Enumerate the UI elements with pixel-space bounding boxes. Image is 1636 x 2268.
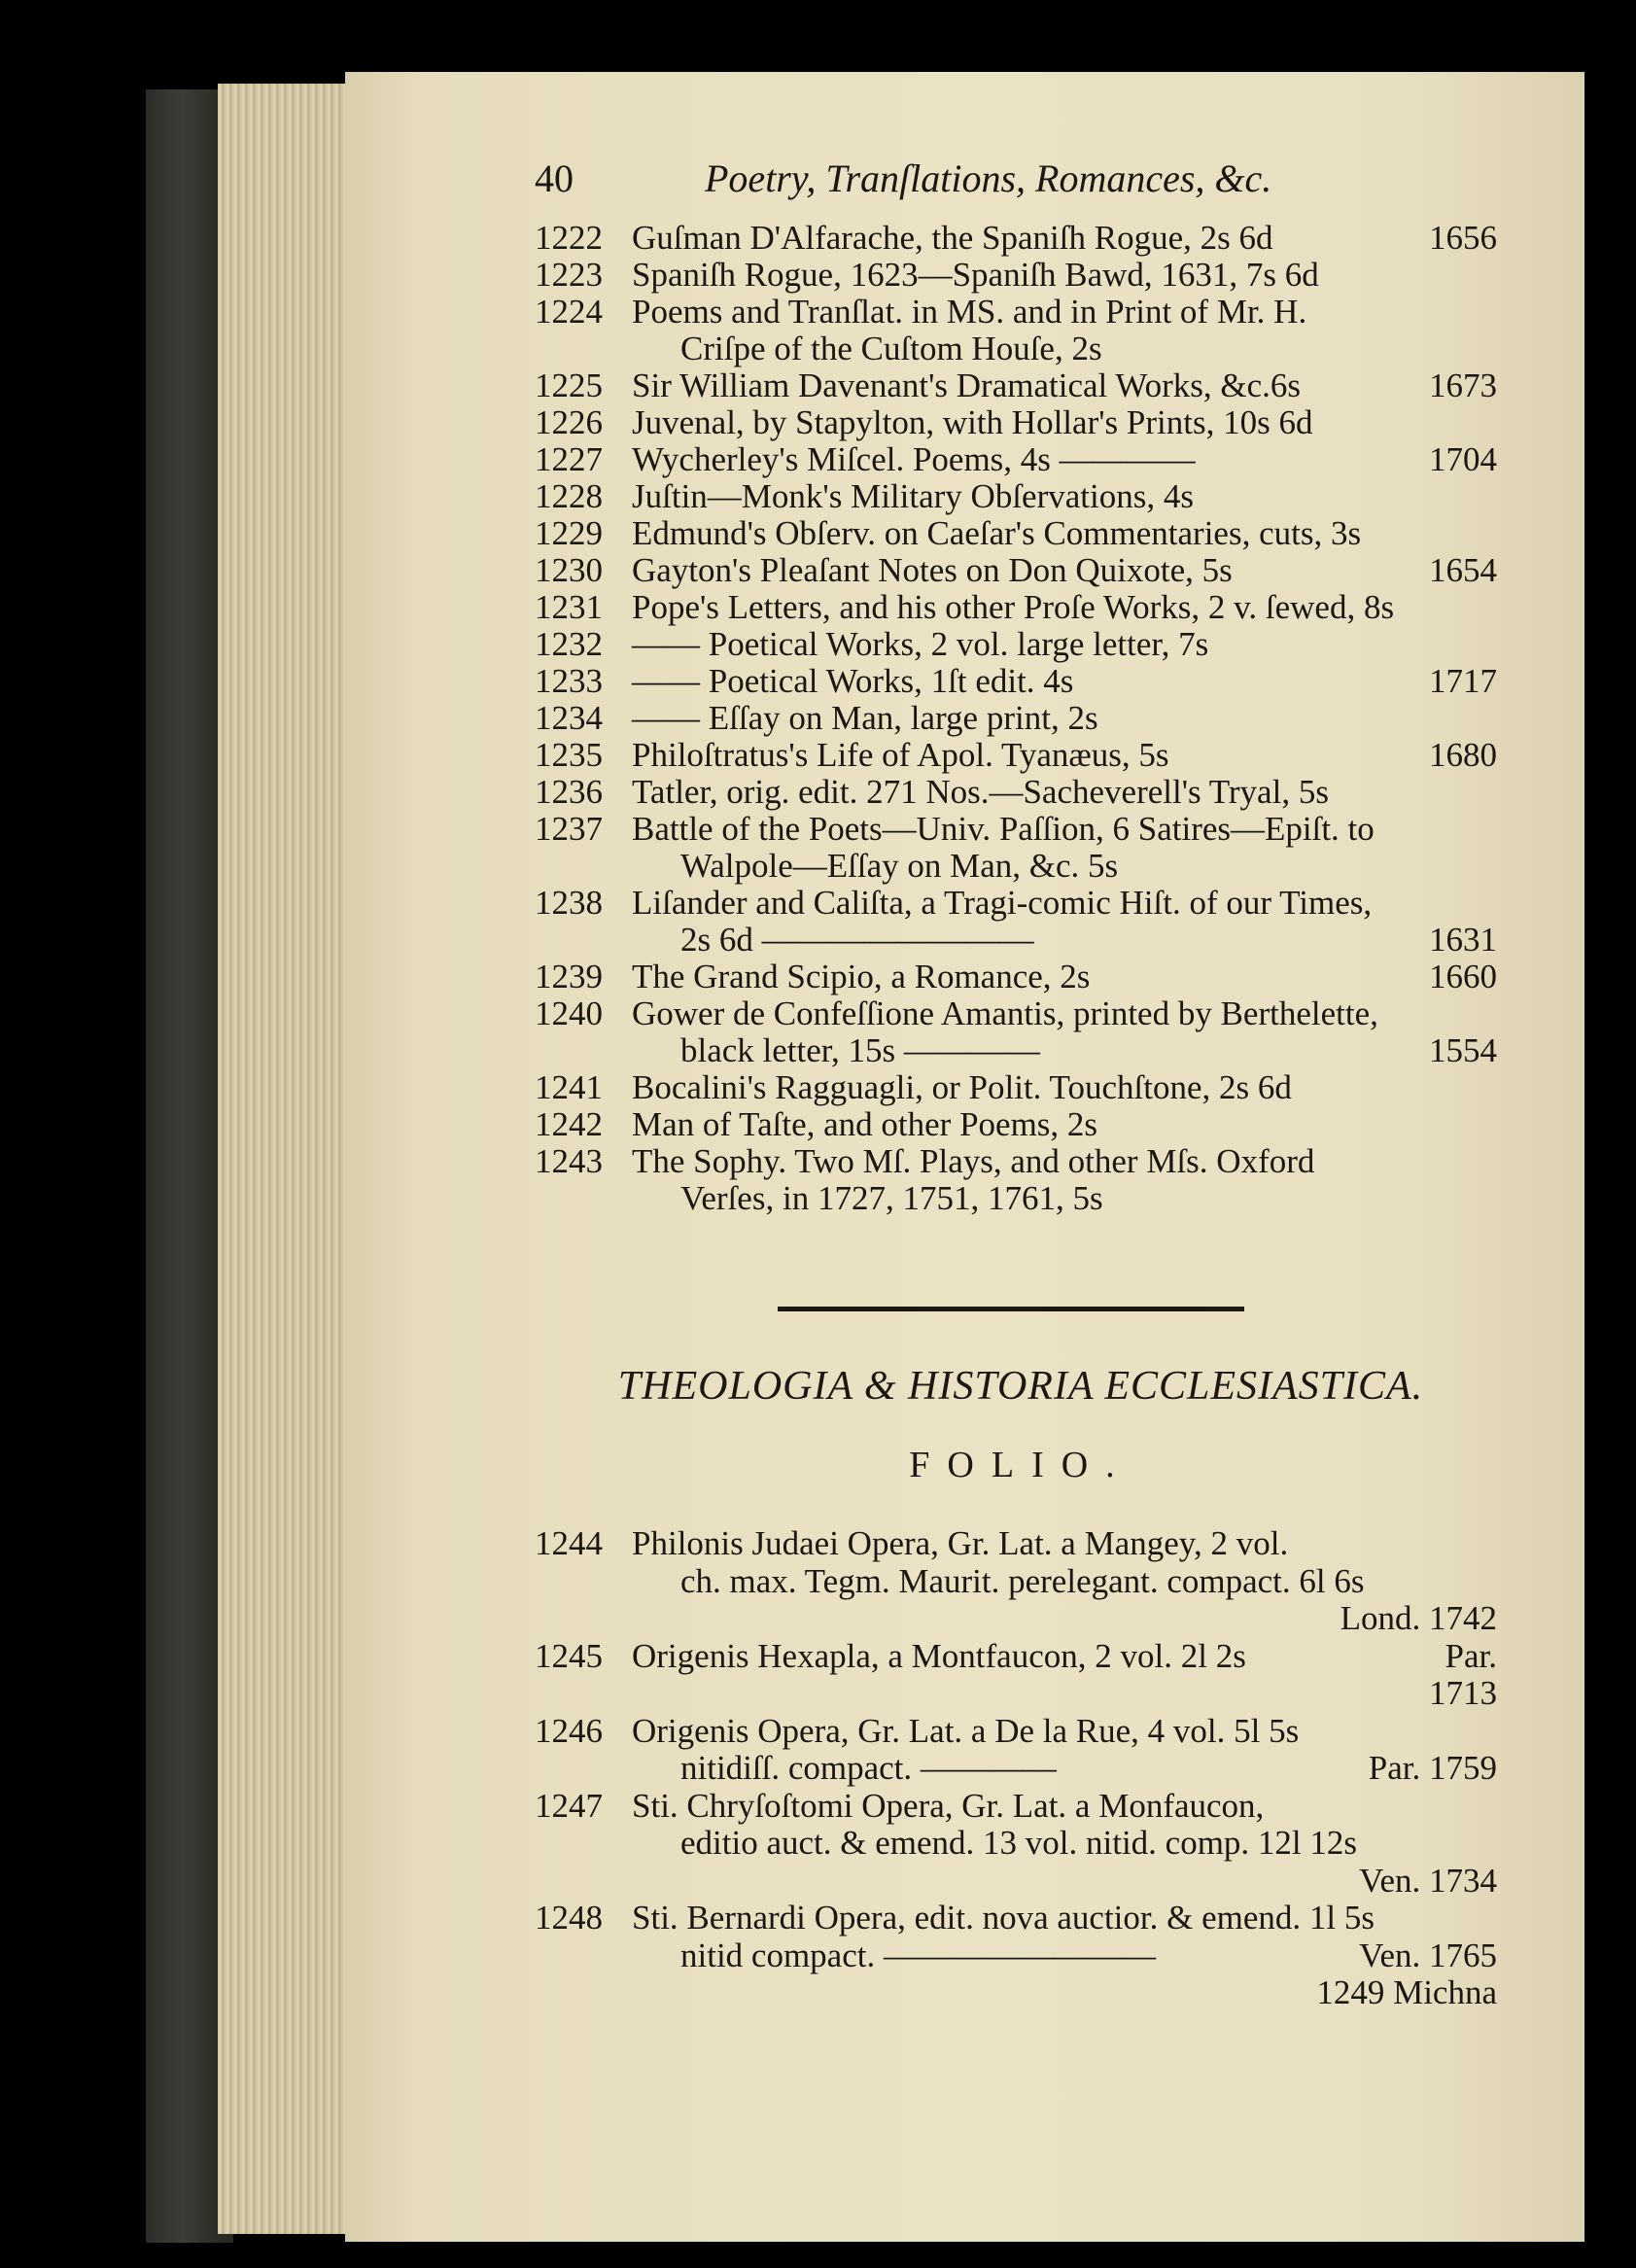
entry-year: 1660 xyxy=(1429,958,1497,995)
entry-line xyxy=(535,366,1497,403)
entry-number: 1233 xyxy=(535,662,603,700)
entry-line xyxy=(535,1712,1497,1749)
entry-text: Edmund's Obſerv. on Caeſar's Commentaries, cuts, 3s xyxy=(632,514,1362,552)
entry-line xyxy=(535,1937,1497,1973)
entry-text: Origenis Hexapla, a Montfaucon, 2 vol. 2l 2s xyxy=(632,1636,1246,1675)
entry-text: Sti. Chryſoſtomi Opera, Gr. Lat. a Monfaucon, xyxy=(632,1786,1265,1825)
entry-line xyxy=(535,1674,1497,1711)
entry-text: Tatler, orig. edit. 271 Nos.—Sacheverell's Tryal, 5s xyxy=(632,773,1329,811)
entry-year: Par. 1759 xyxy=(1368,1749,1497,1787)
entry-text: Pope's Letters, and his other Proſe Works, 2 v. ſewed, 8s xyxy=(632,588,1395,626)
entry-year: Ven. 1734 xyxy=(1359,1861,1497,1900)
entry-text: Spaniſh Rogue, 1623—Spaniſh Bawd, 1631, 7s 6d xyxy=(632,256,1319,294)
entry-line xyxy=(535,477,1497,514)
running-title: Poetry, Tranſlations, Romances, &c. xyxy=(705,157,1272,200)
entry-text: Man of Taſte, and other Poems, 2s xyxy=(632,1105,1098,1143)
entry-number: 1229 xyxy=(535,514,603,552)
entry-number: 1248 xyxy=(535,1899,603,1937)
entry-line xyxy=(535,1824,1497,1861)
entry-text: Juvenal, by Stapylton, with Hollar's Prints, 10s 6d xyxy=(632,403,1313,441)
entry-text: —— Poetical Works, 2 vol. large letter, 7s xyxy=(632,625,1209,663)
entry-line xyxy=(535,699,1497,736)
entry-line xyxy=(535,330,1497,366)
entry-line xyxy=(535,403,1497,440)
entry-line xyxy=(535,514,1497,551)
running-header xyxy=(535,156,1507,202)
entry-text: Bocalini's Ragguagli, or Polit. Touchſtone, 2s 6d xyxy=(632,1068,1292,1106)
entry-text: Criſpe of the Cuſtom Houſe, 2s xyxy=(680,330,1102,367)
entry-number: 1245 xyxy=(535,1636,603,1675)
entry-text: Guſman D'Alfarache, the Spaniſh Rogue, 2s 6d xyxy=(632,219,1273,257)
entry-line xyxy=(535,440,1497,477)
entry-number: 1225 xyxy=(535,366,603,404)
entry-line xyxy=(535,1862,1497,1899)
entry-line xyxy=(535,736,1497,773)
entry-line xyxy=(535,1599,1497,1636)
entry-line xyxy=(535,551,1497,588)
entry-line xyxy=(535,1179,1497,1216)
entry-line xyxy=(535,1637,1497,1674)
entry-number: 1223 xyxy=(535,256,603,294)
entry-text: nitidiſſ. compact. ———— xyxy=(680,1749,1057,1787)
entry-text: Origenis Opera, Gr. Lat. a De la Rue, 4 vol. 5l 5s xyxy=(632,1711,1300,1750)
entry-text: Philonis Judaei Opera, Gr. Lat. a Mangey, 2 vol. xyxy=(632,1524,1289,1562)
entry-number: 1235 xyxy=(535,736,603,774)
facing-page-edge xyxy=(1584,78,1636,2241)
catchword-row xyxy=(535,1973,1497,2010)
catchword: 1249 Michna xyxy=(1316,1973,1497,2011)
entry-text: Wycherley's Miſcel. Poems, 4s ———— xyxy=(632,440,1196,478)
entry-number: 1231 xyxy=(535,588,603,626)
entry-number: 1238 xyxy=(535,884,603,922)
entry-line xyxy=(535,1068,1497,1105)
entry-text: Gower de Confeſſione Amantis, printed by Berthelette, xyxy=(632,994,1378,1032)
entry-line xyxy=(535,219,1497,256)
entry-text: 2s 6d ———————— xyxy=(680,921,1034,959)
entry-year: 1717 xyxy=(1429,662,1497,700)
entry-text: editio auct. & emend. 13 vol. nitid. comp. 12l 12s xyxy=(680,1824,1358,1862)
entry-text: Verſes, in 1727, 1751, 1761, 5s xyxy=(680,1179,1103,1217)
entry-number: 1232 xyxy=(535,625,603,663)
entry-line xyxy=(535,625,1497,662)
entry-text: ch. max. Tegm. Maurit. perelegant. compact. 6l 6s xyxy=(680,1561,1365,1600)
entry-year: 1673 xyxy=(1429,366,1497,404)
entry-number: 1242 xyxy=(535,1105,603,1143)
entry-number: 1246 xyxy=(535,1711,603,1750)
entry-line xyxy=(535,1787,1497,1824)
entry-line xyxy=(535,810,1497,847)
entry-year: 1654 xyxy=(1429,551,1497,589)
entry-number: 1226 xyxy=(535,403,603,441)
page-edges xyxy=(218,84,354,2234)
entry-number: 1244 xyxy=(535,1524,603,1562)
entry-year: Par. xyxy=(1445,1636,1497,1675)
entry-line xyxy=(535,921,1497,958)
entry-text: —— Poetical Works, 1ſt edit. 4s xyxy=(632,662,1074,700)
entry-line xyxy=(535,293,1497,330)
entry-number: 1241 xyxy=(535,1068,603,1106)
entry-text: —— Eſſay on Man, large print, 2s xyxy=(632,699,1098,737)
entry-text: Liſander and Caliſta, a Tragi-comic Hiſt. of our Times, xyxy=(632,884,1373,922)
entry-text: The Grand Scipio, a Romance, 2s xyxy=(632,958,1091,995)
entry-text: The Sophy. Two Mſ. Plays, and other Mſs. Oxford xyxy=(632,1142,1315,1180)
entry-number: 1222 xyxy=(535,219,603,257)
entry-number: 1247 xyxy=(535,1786,603,1825)
entry-line xyxy=(535,1142,1497,1179)
entry-year: 1554 xyxy=(1429,1031,1497,1069)
entry-year: 1713 xyxy=(1429,1674,1497,1712)
entry-number: 1237 xyxy=(535,810,603,848)
section-heading: THEOLOGIA & HISTORIA ECCLESIASTICA. xyxy=(617,1364,1424,1409)
entry-number: 1239 xyxy=(535,958,603,995)
entry-year: Ven. 1765 xyxy=(1359,1936,1497,1974)
entry-line xyxy=(535,256,1497,293)
page-number: 40 xyxy=(535,157,574,200)
entry-text: black letter, 15s ———— xyxy=(680,1031,1040,1069)
entry-text: Battle of the Poets—Univ. Paſſion, 6 Satires—Epiſt. to xyxy=(632,810,1375,848)
entry-line xyxy=(535,1562,1497,1599)
entry-line xyxy=(535,884,1497,921)
entry-year: 1680 xyxy=(1429,736,1497,774)
entry-line xyxy=(535,1749,1497,1786)
entry-number: 1236 xyxy=(535,773,603,811)
entry-line xyxy=(535,1105,1497,1142)
entry-line xyxy=(535,662,1497,699)
entry-text: Juſtin—Monk's Military Obſervations, 4s xyxy=(632,477,1194,515)
format-heading: FOLIO. xyxy=(909,1445,1132,1485)
entry-number: 1224 xyxy=(535,293,603,331)
entry-line xyxy=(535,994,1497,1031)
section-divider-rule xyxy=(778,1307,1244,1311)
entry-line xyxy=(535,958,1497,994)
entry-line xyxy=(535,588,1497,625)
entry-year: Lond. 1742 xyxy=(1340,1599,1497,1637)
entry-line xyxy=(535,1524,1497,1561)
entry-line xyxy=(535,1899,1497,1936)
entry-line xyxy=(535,847,1497,884)
entry-text: Sti. Bernardi Opera, edit. nova auctior. & emend. 1l 5s xyxy=(632,1899,1375,1937)
entry-year: 1656 xyxy=(1429,219,1497,257)
entry-line xyxy=(535,1031,1497,1068)
entry-number: 1234 xyxy=(535,699,603,737)
entry-text: nitid compact. ———————— xyxy=(680,1936,1156,1974)
entry-line xyxy=(535,773,1497,810)
entry-text: Poems and Tranſlat. in MS. and in Print of Mr. H. xyxy=(632,293,1307,331)
entry-number: 1228 xyxy=(535,477,603,515)
entry-number: 1230 xyxy=(535,551,603,589)
entry-text: Sir William Davenant's Dramatical Works, &c.6s xyxy=(632,366,1302,404)
entry-number: 1227 xyxy=(535,440,603,478)
entry-text: Philoſtratus's Life of Apol. Tyanæus, 5s xyxy=(632,736,1169,774)
entry-year: 1704 xyxy=(1429,440,1497,478)
entry-year: 1631 xyxy=(1429,921,1497,959)
entry-text: Walpole—Eſſay on Man, &c. 5s xyxy=(680,847,1119,885)
entry-number: 1240 xyxy=(535,994,603,1032)
entry-text: Gayton's Pleaſant Notes on Don Quixote, 5s xyxy=(632,551,1233,589)
entry-number: 1243 xyxy=(535,1142,603,1180)
